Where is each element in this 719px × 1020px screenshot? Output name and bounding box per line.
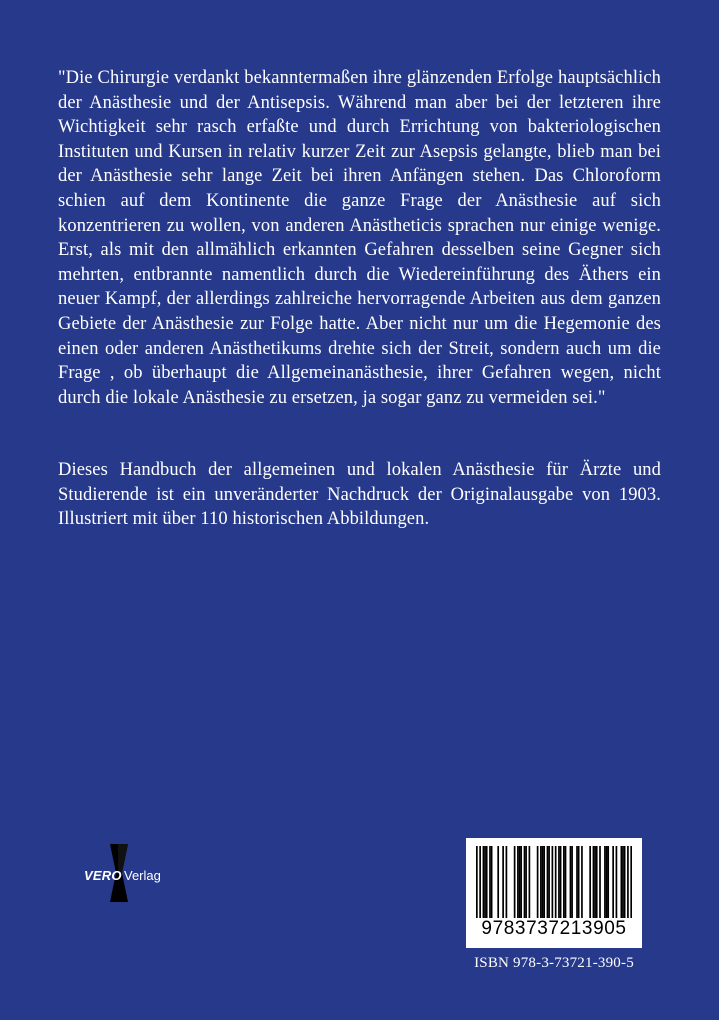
barcode-bar [621, 846, 623, 918]
barcode-bar [576, 846, 578, 918]
barcode-bar [542, 846, 544, 918]
barcode-bar [560, 846, 562, 918]
barcode-bar [571, 846, 573, 918]
barcode-bar [524, 846, 526, 918]
barcode-bar [525, 846, 527, 918]
barcode-bar [563, 846, 565, 918]
barcode-bar [578, 846, 580, 918]
logo-verlag-text: Verlag [124, 868, 161, 883]
barcode-bar [506, 846, 508, 918]
publisher-logo [84, 844, 161, 902]
barcode-bar [491, 846, 493, 918]
barcode-bar [489, 846, 491, 918]
barcode-bar [483, 846, 485, 918]
barcode-bar [514, 846, 516, 918]
barcode-bar [565, 846, 567, 918]
barcode-bar [627, 846, 629, 918]
quote-paragraph: "Die Chirurgie verdankt bekanntermaßen ihre glänzenden Erfolge hauptsächlich der Anästhesie und der Antisepsis. Während man aber bei der letzteren ihre Wichtigkeit sehr rasch erfaßte und durch Errichtung von bakteriologischen Instituten und Kursen in relativ kurzer Zeit zur Asepsis gelangte, blieb man bei der Anästhesie sehr lange Zeit bei ihren Anfängen stehen. Das Chloroform schien auf dem Kontinente die ganze Frage der Anästhesie auf sich konzentrieren zu wollen, von anderen Anästheticis sprachen nur einige wenige. Erst, als mit den allmählich erkannten Gefahren desselben seine Gegner sich mehrten, entbrannte namentlich durch die Wiedereinführung des Äthers ein neuer Kampf, der allerdings zahlreiche hervorragende Arbeiten aus dem ganzen Gebiete der Anästhesie zur Folge hatte. Aber nicht nur um die Hegemonie des einen oder anderen Anästhetikums drehte sich der Streit, sondern auch um die Frage , ob überhaupt die Allgemeinanästhesie, ihrer Gefahren wegen, nicht durch die lokale Anästhesie zu ersetzen, ja sogar ganz zu vermeiden sei." [58, 68, 661, 408]
barcode-bar [497, 846, 499, 918]
barcode-bar [479, 846, 481, 918]
barcode-bar [596, 846, 598, 918]
barcode-bar [581, 846, 583, 918]
barcode-bar [555, 846, 557, 918]
barcode [466, 838, 642, 948]
barcode-bar [606, 846, 608, 918]
barcode-bar [520, 846, 522, 918]
barcode-bar [529, 846, 531, 918]
barcode-bar [607, 846, 609, 918]
barcode-bar [519, 846, 521, 918]
barcode-bar [543, 846, 545, 918]
logo-vero-text: VERO [84, 868, 122, 883]
barcode-bar [548, 846, 550, 918]
barcode-bar [624, 846, 626, 918]
barcode-bar [616, 846, 618, 918]
barcode-bar [630, 846, 632, 918]
barcode-bar [589, 846, 591, 918]
barcode-bar [540, 846, 542, 918]
description-paragraph: Dieses Handbuch der allgemeinen und lokalen Anästhesie für Ärzte und Studierende ist ein unveränderter Nachdruck der Originalausgabe von 1903. Illustriert mit über 110 historischen Abbildungen. [58, 460, 661, 530]
isbn-label: ISBN 978-3-73721-390-5 [474, 955, 634, 971]
barcode-bar [604, 846, 606, 918]
barcode-digits: 9783737213905 [481, 918, 627, 939]
barcode-bar [599, 846, 601, 918]
barcode-bar [517, 846, 519, 918]
barcode-bar [486, 846, 488, 918]
barcode-bar [502, 846, 504, 918]
barcode-bar [622, 846, 624, 918]
barcode-bars [476, 846, 632, 918]
barcode-bar [558, 846, 560, 918]
barcode-bar [594, 846, 596, 918]
barcode-bar [612, 846, 614, 918]
barcode-bar [476, 846, 478, 918]
barcode-bar [547, 846, 549, 918]
barcode-bar [552, 846, 554, 918]
barcode-bar [537, 846, 539, 918]
barcode-bar [593, 846, 595, 918]
barcode-bar [484, 846, 486, 918]
barcode-bar [570, 846, 572, 918]
